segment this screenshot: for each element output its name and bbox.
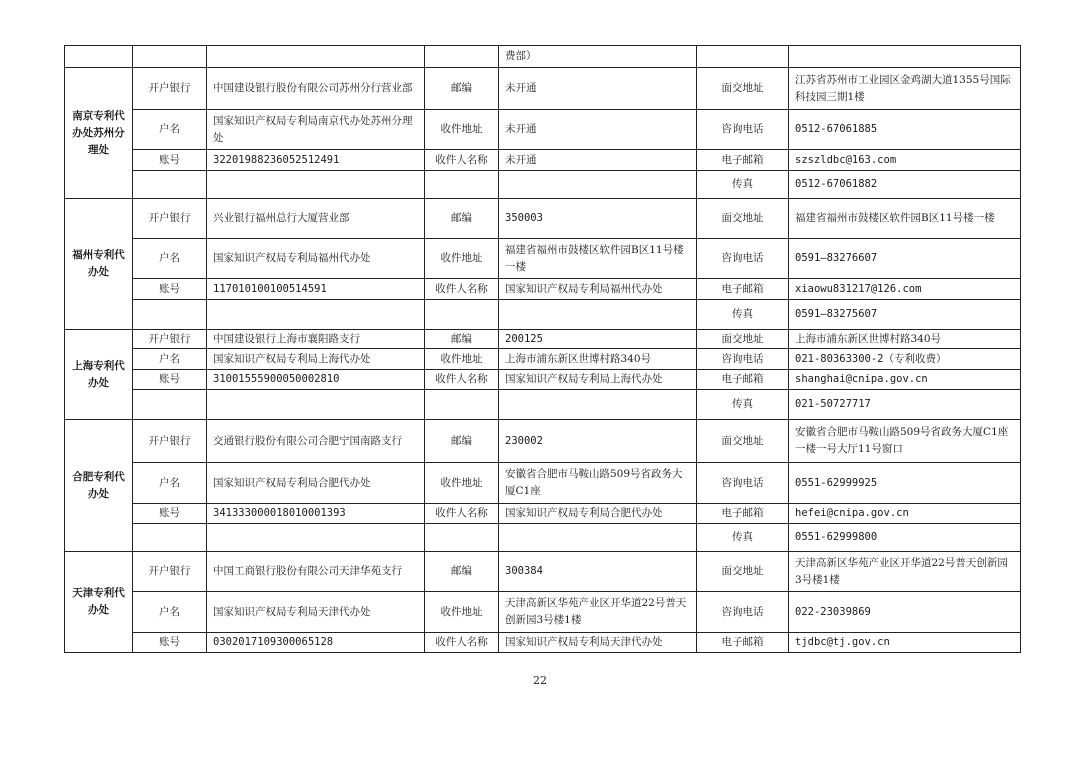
fax-value: 0512-67061882 <box>789 171 1021 199</box>
recipient-label: 收件人名称 <box>425 150 499 171</box>
account-no-value: 32201988236052512491 <box>207 150 425 171</box>
zip-value: 未开通 <box>499 68 697 110</box>
account-name-label: 户名 <box>133 463 207 504</box>
zip-value: 300384 <box>499 552 697 592</box>
table-row <box>65 239 1021 279</box>
table-row <box>65 524 1021 552</box>
visit-addr-label: 面交地址 <box>697 68 789 110</box>
account-no-label: 账号 <box>133 150 207 171</box>
visit-addr-value: 江苏省苏州市工业园区金鸡湖大道1355号国际科技园三期1楼 <box>789 68 1021 110</box>
account-no-value: 341333000018010001393 <box>207 504 425 524</box>
visit-addr-value: 天津高新区华苑产业区开华道22号普天创新园3号楼1楼 <box>789 552 1021 592</box>
email-value: tjdbc@tj.gov.cn <box>789 633 1021 653</box>
mail-addr-label: 收件地址 <box>425 592 499 633</box>
office-name: 天津专利代办处 <box>65 552 133 653</box>
account-name-value: 国家知识产权局专利局合肥代办处 <box>207 463 425 504</box>
account-no-label: 账号 <box>133 504 207 524</box>
phone-value: 021-80363300-2（专利收费） <box>789 349 1021 370</box>
mail-addr-value: 福建省福州市鼓楼区软件园B区11号楼一楼 <box>499 239 697 279</box>
phone-label: 咨询电话 <box>697 110 789 150</box>
recipient-label: 收件人名称 <box>425 370 499 390</box>
zip-label: 邮编 <box>425 420 499 463</box>
visit-addr-label: 面交地址 <box>697 552 789 592</box>
account-name-label: 户名 <box>133 239 207 279</box>
zip-label: 邮编 <box>425 68 499 110</box>
visit-addr-value: 安徽省合肥市马鞍山路509号省政务大厦C1座一楼一号大厅11号窗口 <box>789 420 1021 463</box>
fax-label: 传真 <box>697 171 789 199</box>
fee-payment-table <box>64 45 1021 653</box>
continuation-row <box>65 46 1021 68</box>
table-row <box>65 552 1021 592</box>
recipient-label: 收件人名称 <box>425 279 499 300</box>
mail-addr-label: 收件地址 <box>425 239 499 279</box>
table-row <box>65 463 1021 504</box>
account-name-label: 户名 <box>133 110 207 150</box>
account-name-value: 国家知识产权局专利局天津代办处 <box>207 592 425 633</box>
zip-value: 350003 <box>499 199 697 239</box>
table-row <box>65 633 1021 653</box>
fax-value: 0591—83275607 <box>789 300 1021 330</box>
visit-addr-value: 福建省福州市鼓楼区软件园B区11号楼一楼 <box>789 199 1021 239</box>
office-name: 上海专利代办处 <box>65 330 133 420</box>
account-name-value: 国家知识产权局专利局上海代办处 <box>207 349 425 370</box>
bank-label: 开户银行 <box>133 552 207 592</box>
table-row <box>65 279 1021 300</box>
account-name-value: 国家知识产权局专利局福州代办处 <box>207 239 425 279</box>
recipient-value: 未开通 <box>499 150 697 171</box>
email-label: 电子邮箱 <box>697 504 789 524</box>
email-label: 电子邮箱 <box>697 150 789 171</box>
table-row <box>65 330 1021 349</box>
account-no-value: 0302017109300065128 <box>207 633 425 653</box>
phone-value: 022-23039869 <box>789 592 1021 633</box>
email-label: 电子邮箱 <box>697 633 789 653</box>
mail-addr-value: 安徽省合肥市马鞍山路509号省政务大厦C1座 <box>499 463 697 504</box>
office-name: 南京专利代办处苏州分理处 <box>65 68 133 199</box>
phone-label: 咨询电话 <box>697 592 789 633</box>
table-row <box>65 110 1021 150</box>
account-no-value: 31001555900050002810 <box>207 370 425 390</box>
email-value: xiaowu831217@126.com <box>789 279 1021 300</box>
zip-value: 200125 <box>499 330 697 349</box>
phone-label: 咨询电话 <box>697 349 789 370</box>
visit-addr-value: 上海市浦东新区世博村路340号 <box>789 330 1021 349</box>
recipient-value: 国家知识产权局专利局天津代办处 <box>499 633 697 653</box>
account-name-label: 户名 <box>133 592 207 633</box>
phone-label: 咨询电话 <box>697 239 789 279</box>
email-value: hefei@cnipa.gov.cn <box>789 504 1021 524</box>
office-name: 福州专利代办处 <box>65 199 133 330</box>
mail-addr-value: 上海市浦东新区世博村路340号 <box>499 349 697 370</box>
zip-label: 邮编 <box>425 199 499 239</box>
recipient-label: 收件人名称 <box>425 633 499 653</box>
table-row <box>65 592 1021 633</box>
email-value: shanghai@cnipa.gov.cn <box>789 370 1021 390</box>
bank-value: 兴业银行福州总行大厦营业部 <box>207 199 425 239</box>
email-label: 电子邮箱 <box>697 279 789 300</box>
email-label: 电子邮箱 <box>697 370 789 390</box>
bank-value: 交通银行股份有限公司合肥宁国南路支行 <box>207 420 425 463</box>
zip-label: 邮编 <box>425 330 499 349</box>
table-row <box>65 300 1021 330</box>
fax-label: 传真 <box>697 390 789 420</box>
account-name-value: 国家知识产权局专利局南京代办处苏州分理处 <box>207 110 425 150</box>
bank-value: 中国建设银行上海市襄阳路支行 <box>207 330 425 349</box>
phone-value: 0512-67061885 <box>789 110 1021 150</box>
mail-addr-label: 收件地址 <box>425 463 499 504</box>
mail-addr-value: 天津高新区华苑产业区开华道22号普天创新园3号楼1楼 <box>499 592 697 633</box>
fax-value: 0551-62999800 <box>789 524 1021 552</box>
table-row <box>65 349 1021 370</box>
account-no-label: 账号 <box>133 279 207 300</box>
bank-label: 开户银行 <box>133 330 207 349</box>
visit-addr-label: 面交地址 <box>697 199 789 239</box>
phone-label: 咨询电话 <box>697 463 789 504</box>
table-row <box>65 68 1021 110</box>
table-row <box>65 199 1021 239</box>
table-row <box>65 171 1021 199</box>
fax-label: 传真 <box>697 524 789 552</box>
account-no-value: 117010100100514591 <box>207 279 425 300</box>
zip-value: 230002 <box>499 420 697 463</box>
zip-label: 邮编 <box>425 552 499 592</box>
account-no-label: 账号 <box>133 370 207 390</box>
page-number: 22 <box>533 674 547 687</box>
recipient-label: 收件人名称 <box>425 504 499 524</box>
recipient-value: 国家知识产权局专利局福州代办处 <box>499 279 697 300</box>
bank-value: 中国工商银行股份有限公司天津华苑支行 <box>207 552 425 592</box>
continued-text: 费部） <box>499 46 697 68</box>
account-no-label: 账号 <box>133 633 207 653</box>
bank-value: 中国建设银行股份有限公司苏州分行营业部 <box>207 68 425 110</box>
mail-addr-label: 收件地址 <box>425 349 499 370</box>
phone-value: 0551-62999925 <box>789 463 1021 504</box>
visit-addr-label: 面交地址 <box>697 420 789 463</box>
visit-addr-label: 面交地址 <box>697 330 789 349</box>
recipient-value: 国家知识产权局专利局上海代办处 <box>499 370 697 390</box>
email-value: szszldbc@163.com <box>789 150 1021 171</box>
phone-value: 0591—83276607 <box>789 239 1021 279</box>
table-row <box>65 150 1021 171</box>
table-row <box>65 390 1021 420</box>
table-row <box>65 370 1021 390</box>
account-name-label: 户名 <box>133 349 207 370</box>
recipient-value: 国家知识产权局专利局合肥代办处 <box>499 504 697 524</box>
fax-value: 021-50727717 <box>789 390 1021 420</box>
bank-label: 开户银行 <box>133 68 207 110</box>
bank-label: 开户银行 <box>133 420 207 463</box>
fax-label: 传真 <box>697 300 789 330</box>
mail-addr-label: 收件地址 <box>425 110 499 150</box>
mail-addr-value: 未开通 <box>499 110 697 150</box>
bank-label: 开户银行 <box>133 199 207 239</box>
table-row <box>65 504 1021 524</box>
table-row <box>65 420 1021 463</box>
office-name: 合肥专利代办处 <box>65 420 133 552</box>
